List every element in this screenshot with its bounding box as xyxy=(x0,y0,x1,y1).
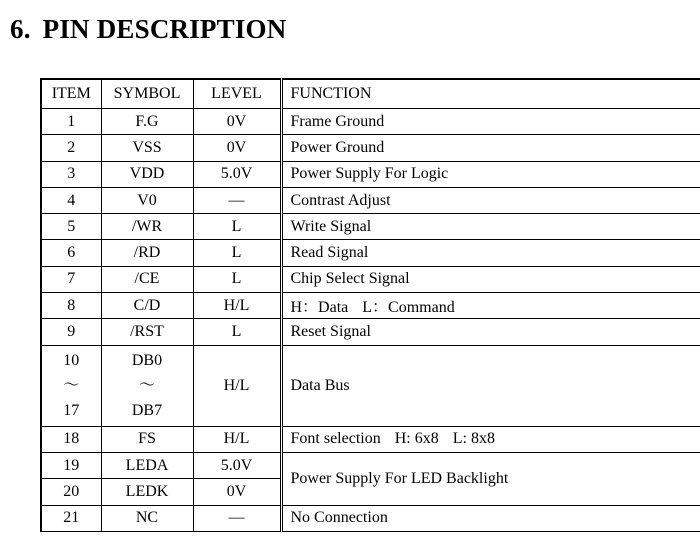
cell-level: 5.0V xyxy=(193,161,281,187)
cell-item: 9 xyxy=(41,319,101,345)
section-title: PIN DESCRIPTION xyxy=(42,14,287,44)
cell-symbol: C/D xyxy=(101,293,193,319)
cell-item: 2 xyxy=(41,135,101,161)
function-part-command: L：Command xyxy=(362,299,455,317)
cell-item: 8 xyxy=(41,293,101,319)
function-part-data: H：Data xyxy=(290,299,349,317)
table-row xyxy=(41,266,700,292)
cell-symbol: /WR xyxy=(101,214,193,240)
function-part-font: Font selection xyxy=(290,430,381,448)
table-row xyxy=(41,109,700,135)
cell-symbol: FS xyxy=(101,426,193,452)
cell-level: 0V xyxy=(193,135,281,161)
pin-description-table xyxy=(40,78,700,532)
header-function: FUNCTION xyxy=(281,79,700,109)
table-row xyxy=(41,426,700,452)
table-row xyxy=(41,319,700,345)
cell-symbol: V0 xyxy=(101,187,193,213)
cell-function: Write Signal xyxy=(281,214,700,240)
cell-function: No Connection xyxy=(281,505,700,531)
table-row xyxy=(41,161,700,187)
cell-level: — xyxy=(193,187,281,213)
cell-level: L xyxy=(193,240,281,266)
cell-function-merged: Power Supply For LED Backlight xyxy=(281,452,700,505)
cell-level: L xyxy=(193,319,281,345)
cell-level: L xyxy=(193,266,281,292)
cell-level: 0V xyxy=(193,109,281,135)
cell-symbol: LEDA xyxy=(101,452,193,478)
cell-level: 0V xyxy=(193,479,281,505)
cell-function: Power Ground xyxy=(281,135,700,161)
cell-item: 5 xyxy=(41,214,101,240)
function-part-l: L: 8x8 xyxy=(452,430,495,448)
cell-level: H/L xyxy=(193,426,281,452)
header-level: LEVEL xyxy=(193,79,281,109)
cell-function: Contrast Adjust xyxy=(281,187,700,213)
cell-item-range xyxy=(41,345,101,426)
cell-symbol: VSS xyxy=(101,135,193,161)
cell-function: Read Signal xyxy=(281,240,700,266)
cell-item: 1 xyxy=(41,109,101,135)
table-row xyxy=(41,452,700,478)
table-row xyxy=(41,345,700,426)
cell-item: 21 xyxy=(41,505,101,531)
item-range-start: 10 xyxy=(63,351,80,369)
cell-level: — xyxy=(193,505,281,531)
section-number: 6. xyxy=(10,14,31,44)
cell-symbol: F.G xyxy=(101,109,193,135)
cell-function xyxy=(281,293,700,319)
cell-function xyxy=(281,426,700,452)
cell-symbol: /RD xyxy=(101,240,193,266)
cell-level: 5.0V xyxy=(193,452,281,478)
cell-item: 7 xyxy=(41,266,101,292)
symbol-range-tilde: ～ xyxy=(138,376,155,394)
cell-function: Data Bus xyxy=(281,345,700,426)
cell-item: 19 xyxy=(41,452,101,478)
cell-function: Frame Ground xyxy=(281,109,700,135)
table-header-row xyxy=(41,79,700,109)
header-symbol: SYMBOL xyxy=(101,79,193,109)
cell-level: L xyxy=(193,214,281,240)
table-row xyxy=(41,293,700,319)
item-range-tilde: ～ xyxy=(63,376,80,394)
table-row xyxy=(41,505,700,531)
cell-symbol: VDD xyxy=(101,161,193,187)
section-heading xyxy=(10,14,286,45)
cell-symbol: /CE xyxy=(101,266,193,292)
cell-symbol: LEDK xyxy=(101,479,193,505)
function-part-h: H: 6x8 xyxy=(394,430,439,448)
table-row xyxy=(41,135,700,161)
header-item: ITEM xyxy=(41,79,101,109)
cell-level: H/L xyxy=(193,345,281,426)
table-row xyxy=(41,240,700,266)
cell-function: Reset Signal xyxy=(281,319,700,345)
item-range-end: 17 xyxy=(63,401,80,419)
cell-function: Power Supply For Logic xyxy=(281,161,700,187)
cell-item: 6 xyxy=(41,240,101,266)
table-row xyxy=(41,214,700,240)
cell-symbol: NC xyxy=(101,505,193,531)
symbol-range-end: DB7 xyxy=(131,401,163,419)
cell-item: 3 xyxy=(41,161,101,187)
cell-symbol-range xyxy=(101,345,193,426)
cell-item: 18 xyxy=(41,426,101,452)
cell-level: H/L xyxy=(193,293,281,319)
table-row xyxy=(41,187,700,213)
cell-symbol: /RST xyxy=(101,319,193,345)
cell-item: 20 xyxy=(41,479,101,505)
cell-function: Chip Select Signal xyxy=(281,266,700,292)
symbol-range-start: DB0 xyxy=(131,351,163,369)
cell-item: 4 xyxy=(41,187,101,213)
